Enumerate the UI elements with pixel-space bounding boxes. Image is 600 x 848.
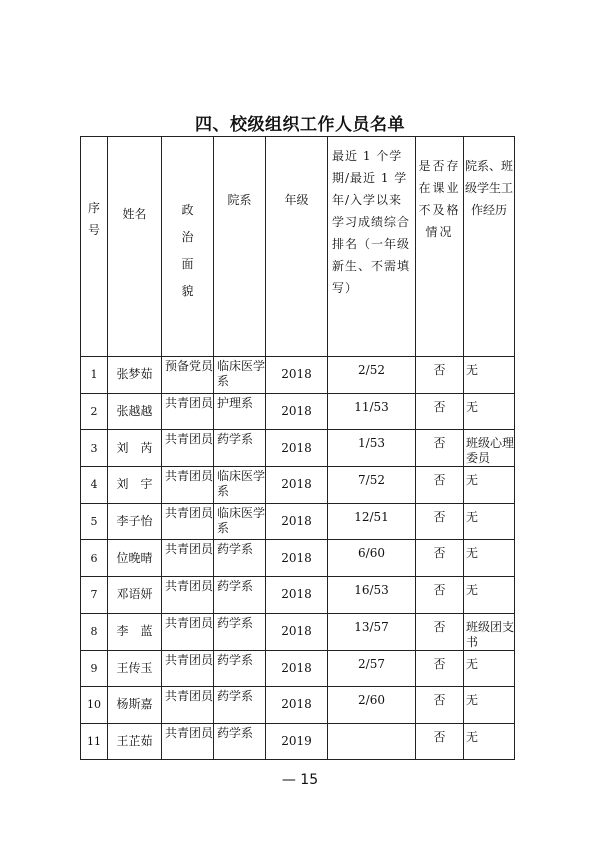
- cell-rank: 11/53: [328, 393, 416, 430]
- staff-list-table: [80, 136, 515, 760]
- h-pol-text: 政治面貌: [181, 203, 194, 298]
- cell-seq: 7: [81, 576, 108, 613]
- cell-seq: 6: [81, 540, 108, 577]
- cell-fail: 否: [416, 613, 464, 650]
- cell-name: 刘 宇: [108, 467, 162, 504]
- cell-fail: 否: [416, 467, 464, 504]
- cell-experience: 无: [464, 467, 515, 504]
- cell-department: 临床医学系: [214, 357, 266, 394]
- cell-fail: 否: [416, 723, 464, 760]
- cell-grade: 2018: [266, 430, 328, 467]
- cell-political: 共青团员: [162, 650, 214, 687]
- cell-fail: 否: [416, 687, 464, 724]
- cell-name: 杨斯嘉: [108, 687, 162, 724]
- table-row: [81, 503, 515, 540]
- cell-name: 李 蓝: [108, 613, 162, 650]
- cell-rank: 7/52: [328, 467, 416, 504]
- cell-seq: 9: [81, 650, 108, 687]
- table-row: [81, 467, 515, 504]
- cell-fail: 否: [416, 576, 464, 613]
- cell-experience: 无: [464, 687, 515, 724]
- cell-department: 临床医学系: [214, 467, 266, 504]
- cell-rank: 2/57: [328, 650, 416, 687]
- cell-department: 药学系: [214, 613, 266, 650]
- cell-experience: 无: [464, 393, 515, 430]
- h-seq-text: 序号: [88, 201, 101, 237]
- cell-seq: 8: [81, 613, 108, 650]
- table-row: [81, 613, 515, 650]
- table-body: [81, 357, 515, 760]
- cell-department: 药学系: [214, 650, 266, 687]
- table-row: [81, 687, 515, 724]
- cell-department: 药学系: [214, 540, 266, 577]
- cell-name: 邓语妍: [108, 576, 162, 613]
- cell-political: 共青团员: [162, 467, 214, 504]
- cell-grade: 2018: [266, 613, 328, 650]
- cell-political: 共青团员: [162, 393, 214, 430]
- table-row: [81, 357, 515, 394]
- cell-rank: 13/57: [328, 613, 416, 650]
- cell-fail: 否: [416, 393, 464, 430]
- cell-seq: 5: [81, 503, 108, 540]
- header-rank: 最近 1 个学期/最近 1 学年/入学以来学习成绩综合排名（一年级新生、不需填写）: [328, 137, 416, 357]
- header-political: [162, 137, 214, 357]
- table-row: [81, 540, 515, 577]
- cell-grade: 2018: [266, 467, 328, 504]
- header-name: 姓名: [108, 137, 162, 357]
- cell-experience: 无: [464, 723, 515, 760]
- cell-department: 护理系: [214, 393, 266, 430]
- cell-name: 李子怡: [108, 503, 162, 540]
- cell-rank: 1/53: [328, 430, 416, 467]
- cell-political: 共青团员: [162, 540, 214, 577]
- cell-fail: 否: [416, 540, 464, 577]
- cell-grade: 2018: [266, 687, 328, 724]
- cell-seq: 11: [81, 723, 108, 760]
- cell-political: 预备党员: [162, 357, 214, 394]
- header-experience: 院系、班级学生工作经历: [464, 137, 515, 357]
- table-row: [81, 723, 515, 760]
- cell-name: 王芷茹: [108, 723, 162, 760]
- cell-department: 药学系: [214, 430, 266, 467]
- cell-department: 临床医学系: [214, 503, 266, 540]
- cell-department: 药学系: [214, 576, 266, 613]
- table-row: [81, 576, 515, 613]
- header-fail: 是否存在课业不及格情况: [416, 137, 464, 357]
- cell-name: 位晚晴: [108, 540, 162, 577]
- cell-grade: 2018: [266, 357, 328, 394]
- cell-political: 共青团员: [162, 723, 214, 760]
- cell-seq: 3: [81, 430, 108, 467]
- cell-experience: 无: [464, 357, 515, 394]
- cell-name: 王传玉: [108, 650, 162, 687]
- cell-experience: 无: [464, 503, 515, 540]
- cell-name: 张越越: [108, 393, 162, 430]
- table-row: [81, 650, 515, 687]
- cell-rank: 6/60: [328, 540, 416, 577]
- cell-rank: 16/53: [328, 576, 416, 613]
- table-header-row: [81, 137, 515, 357]
- cell-rank: [328, 723, 416, 760]
- cell-fail: 否: [416, 430, 464, 467]
- cell-political: 共青团员: [162, 430, 214, 467]
- cell-experience: 无: [464, 540, 515, 577]
- cell-political: 共青团员: [162, 687, 214, 724]
- cell-fail: 否: [416, 357, 464, 394]
- cell-name: 张梦茹: [108, 357, 162, 394]
- cell-political: 共青团员: [162, 576, 214, 613]
- cell-fail: 否: [416, 503, 464, 540]
- header-seq: [81, 137, 108, 357]
- cell-experience: 班级心理委员: [464, 430, 515, 467]
- cell-rank: 2/52: [328, 357, 416, 394]
- cell-grade: 2018: [266, 576, 328, 613]
- table-row: [81, 430, 515, 467]
- cell-name: 刘 芮: [108, 430, 162, 467]
- cell-political: 共青团员: [162, 613, 214, 650]
- page-title: 四、校级组织工作人员名单: [195, 115, 405, 135]
- cell-rank: 2/60: [328, 687, 416, 724]
- cell-grade: 2018: [266, 503, 328, 540]
- table-row: [81, 393, 515, 430]
- cell-department: 药学系: [214, 687, 266, 724]
- cell-seq: 2: [81, 393, 108, 430]
- cell-experience: 无: [464, 650, 515, 687]
- cell-seq: 4: [81, 467, 108, 504]
- cell-fail: 否: [416, 650, 464, 687]
- cell-rank: 12/51: [328, 503, 416, 540]
- cell-department: 药学系: [214, 723, 266, 760]
- cell-seq: 1: [81, 357, 108, 394]
- cell-political: 共青团员: [162, 503, 214, 540]
- cell-seq: 10: [81, 687, 108, 724]
- cell-experience: 班级团支书: [464, 613, 515, 650]
- cell-grade: 2018: [266, 540, 328, 577]
- header-department: 院系: [214, 137, 266, 357]
- page-number: — 15: [281, 772, 319, 788]
- cell-grade: 2018: [266, 393, 328, 430]
- header-grade: 年级: [266, 137, 328, 357]
- cell-grade: 2018: [266, 650, 328, 687]
- cell-experience: 无: [464, 576, 515, 613]
- cell-grade: 2019: [266, 723, 328, 760]
